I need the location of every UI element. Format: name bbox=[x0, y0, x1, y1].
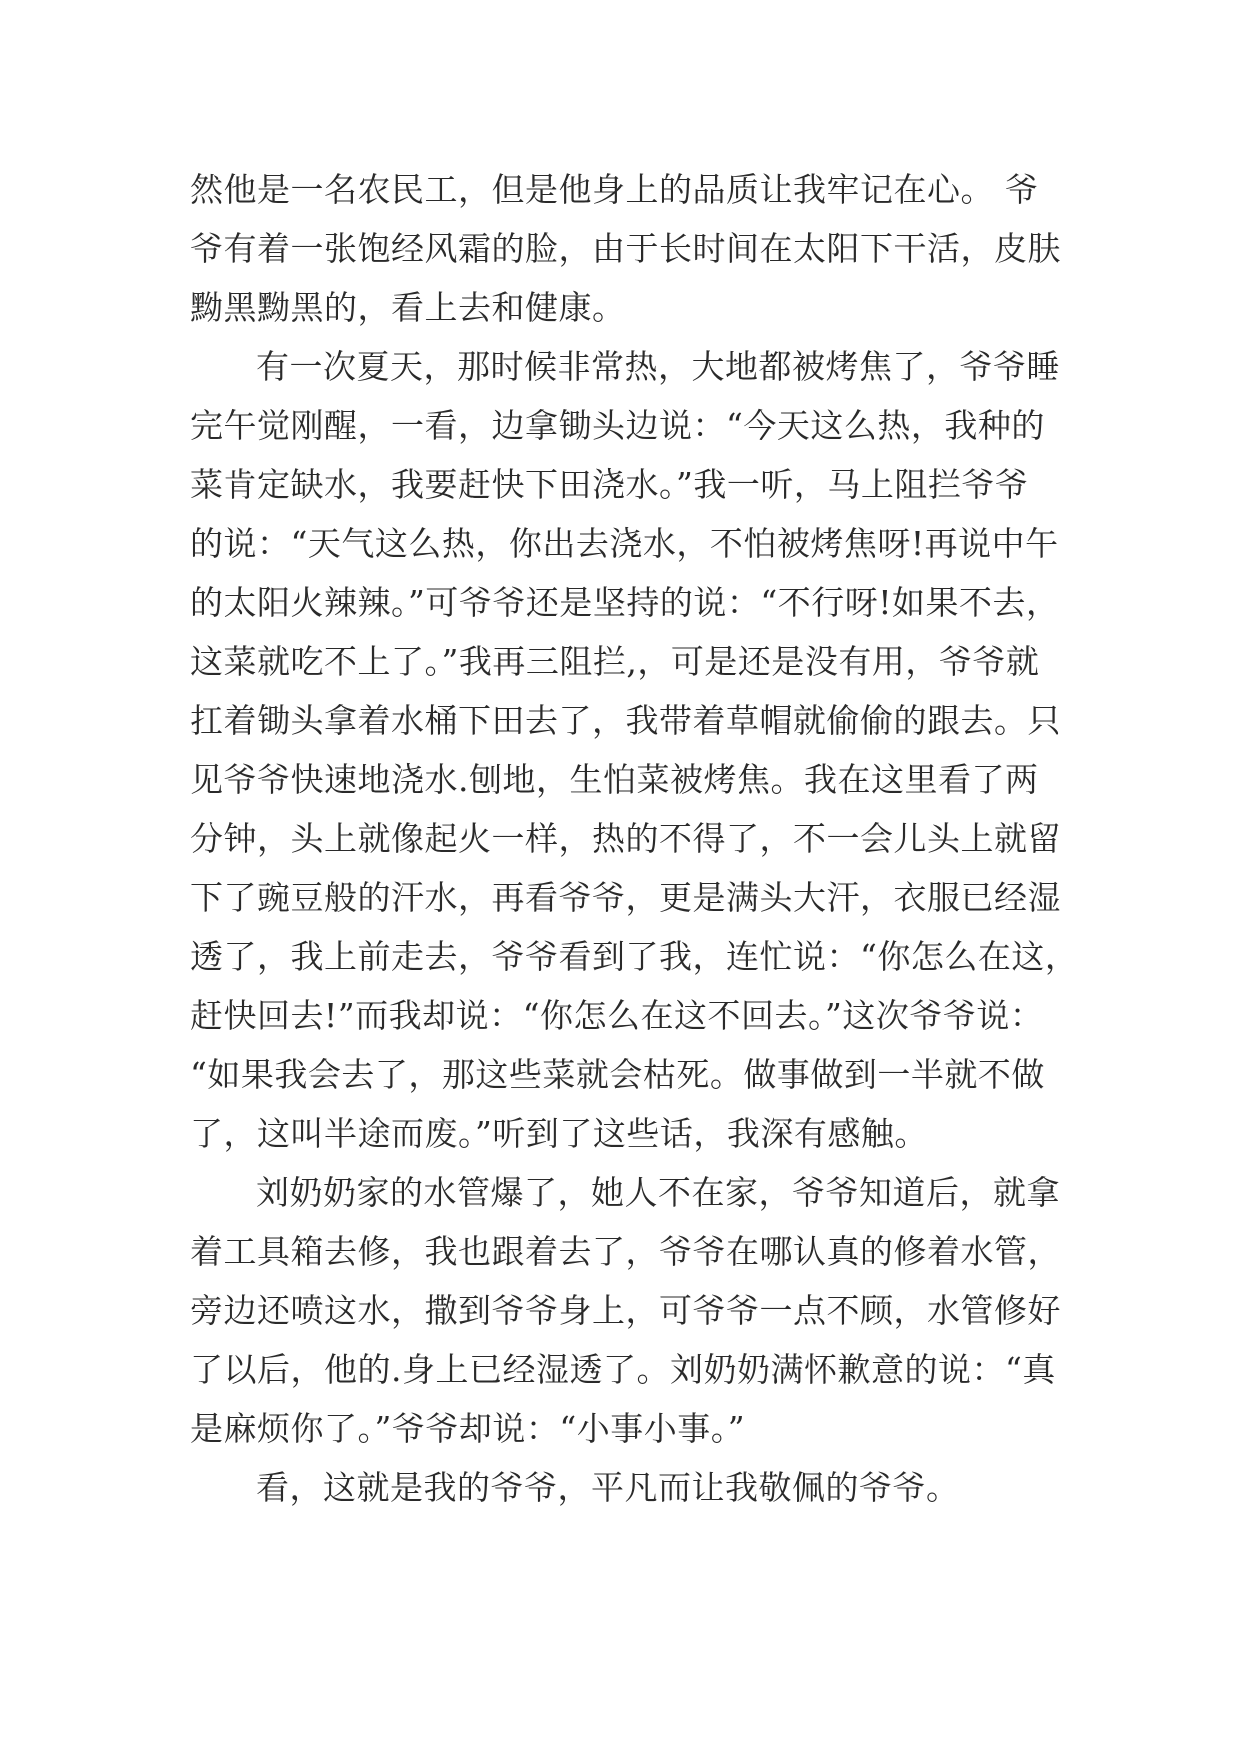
paragraph-start-line: 看，这就是我的爷爷，平凡而让我敬佩的爷爷。 bbox=[256, 1468, 960, 1507]
text-line: 了，这叫半途而废。”听到了这些话，我深有感触。 bbox=[190, 1114, 928, 1153]
text-line: 着工具箱去修，我也跟着去了，爷爷在哪认真的修着水管， bbox=[190, 1232, 1061, 1271]
text-line: 是麻烦你了。”爷爷却说：“小事小事。” bbox=[190, 1409, 746, 1448]
essay-body bbox=[190, 160, 1090, 1517]
text-line: 这菜就吃不上了。”我再三阻拦,，可是还是没有用，爷爷就 bbox=[190, 642, 1040, 681]
text-line: 见爷爷快速地浇水.刨地，生怕菜被烤焦。我在这里看了两 bbox=[190, 760, 1039, 799]
text-line: 赶快回去!”而我却说：“你怎么在这不回去。”这次爷爷说： bbox=[190, 996, 1044, 1035]
text-line: 菜肯定缺水，我要赶快下田浇水。”我一听，马上阻拦爷爷 bbox=[190, 465, 1029, 504]
text-line: 爷有着一张饱经风霜的脸，由于长时间在太阳下干活，皮肤 bbox=[190, 229, 1061, 268]
paragraph-start-line: 有一次夏天，那时候非常热，大地都被烤焦了，爷爷睡 bbox=[256, 347, 1060, 386]
text-line: 透了，我上前走去，爷爷看到了我，连忙说：“你怎么在这， bbox=[190, 937, 1079, 976]
text-line: 了以后，他的.身上已经湿透了。刘奶奶满怀歉意的说：“真 bbox=[190, 1350, 1056, 1389]
text-line: 黝黑黝黑的，看上去和健康。 bbox=[190, 288, 626, 327]
text-line: 旁边还喷这水，撒到爷爷身上，可爷爷一点不顾，水管修好 bbox=[190, 1291, 1061, 1330]
text-line: 的说：“天气这么热，你出去浇水，不怕被烤焦呀!再说中午 bbox=[190, 524, 1059, 563]
text-line: 然他是一名农民工，但是他身上的品质让我牢记在心。 爷 bbox=[190, 170, 1039, 209]
text-line: 下了豌豆般的汗水，再看爷爷，更是满头大汗，衣服已经湿 bbox=[190, 878, 1061, 917]
text-line: 分钟，头上就像起火一样，热的不得了，不一会儿头上就留 bbox=[190, 819, 1061, 858]
text-line: 完午觉刚醒，一看，边拿锄头边说：“今天这么热，我种的 bbox=[190, 406, 1045, 445]
text-line: 扛着锄头拿着水桶下田去了，我带着草帽就偷偷的跟去。只 bbox=[190, 701, 1061, 740]
text-line: 的太阳火辣辣。”可爷爷还是坚持的说：“不行呀!如果不去， bbox=[190, 583, 1060, 622]
paragraph-start-line: 刘奶奶家的水管爆了，她人不在家，爷爷知道后，就拿 bbox=[256, 1173, 1060, 1212]
text-line: “如果我会去了，那这些菜就会枯死。做事做到一半就不做 bbox=[190, 1055, 1045, 1094]
